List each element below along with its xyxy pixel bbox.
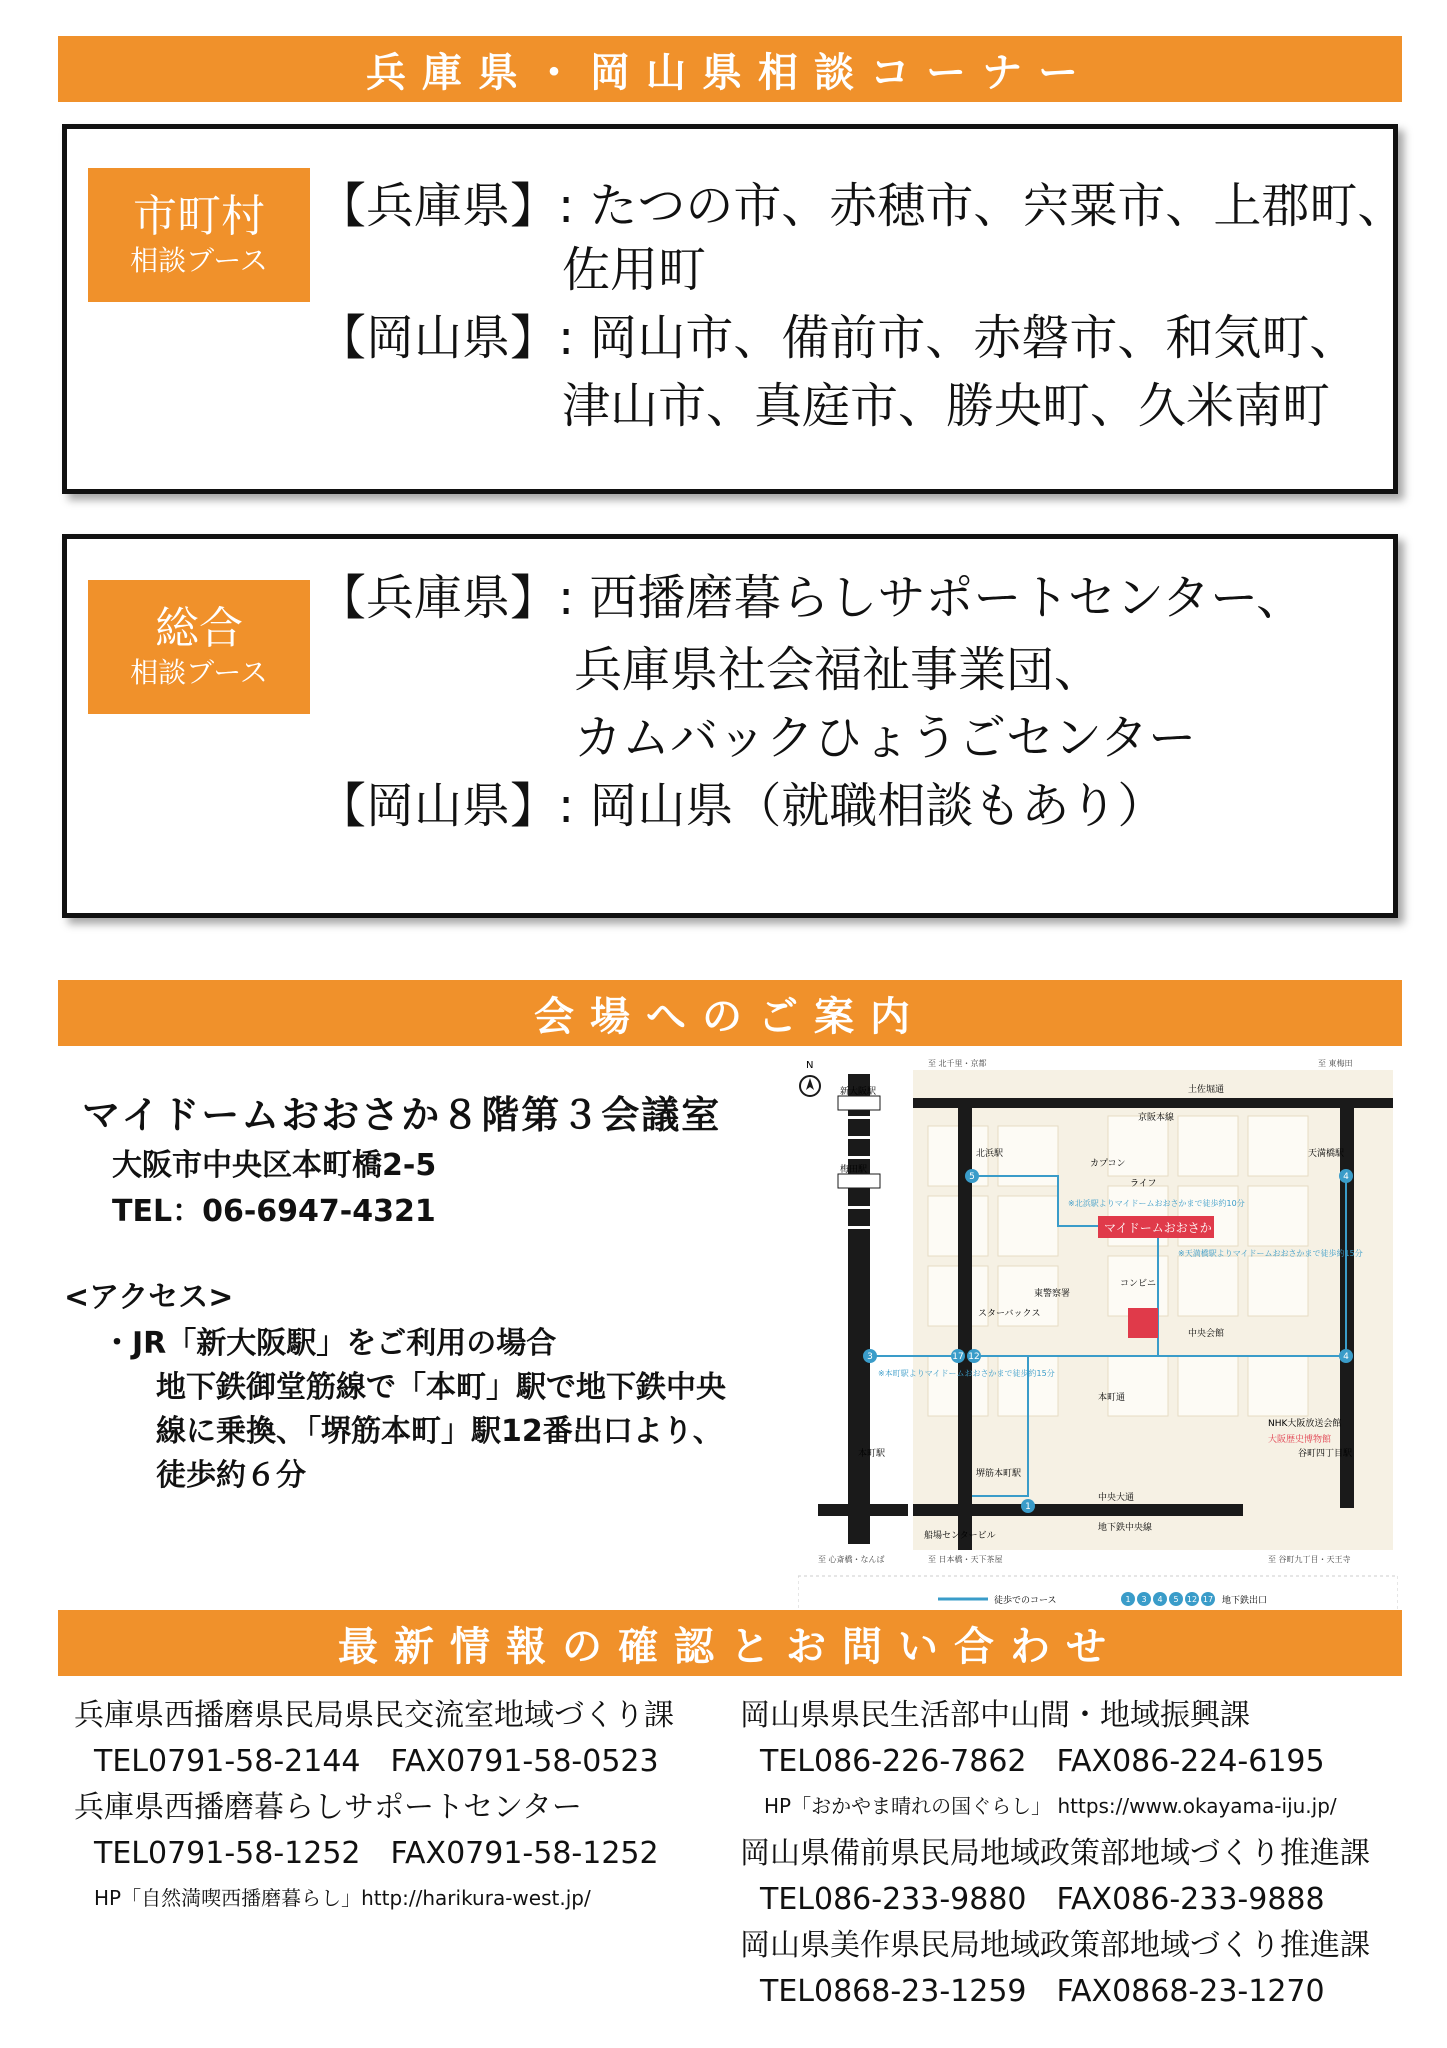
- booth2-line: 【兵庫県】: 西播磨暮らしサポートセンター、: [318, 570, 1305, 626]
- svg-text:3: 3: [1141, 1595, 1147, 1604]
- contact-line: HP「おかやま晴れの国ぐらし」 https://www.okayama-iju.jp/: [764, 1794, 1337, 1818]
- svg-text:12: 12: [968, 1352, 980, 1362]
- landmark-konbini: コンビニ: [1120, 1279, 1157, 1289]
- svg-text:5: 5: [1173, 1595, 1179, 1604]
- booth-municipal-label: [88, 168, 310, 302]
- access-line: 地下鉄御堂筋線で「本町」駅で地下鉄中央: [156, 1370, 726, 1405]
- booth2-line: 【岡山県】: 岡山県（就職相談もあり）: [318, 778, 1166, 834]
- booth2-line: 兵庫県社会福祉事業団、: [574, 642, 1103, 698]
- landmark-hall: 中央会館: [1188, 1329, 1225, 1339]
- dir-top-right: 至 東梅田: [1318, 1059, 1353, 1068]
- keihan-line-bar: [913, 1098, 1393, 1108]
- booth1-line: 佐用町: [562, 242, 707, 298]
- booth2-line: カムバックひょうごセンター: [574, 710, 1197, 766]
- booth1-line: 【岡山県】: 岡山市、備前市、赤磐市、和気町、: [318, 310, 1358, 366]
- svg-text:4: 4: [1157, 1595, 1163, 1604]
- dir-top-left: 至 北千里・京都: [928, 1059, 987, 1068]
- venue-map: [798, 1056, 1398, 1624]
- road-chuo-line: 地下鉄中央線: [1098, 1523, 1153, 1533]
- contact-line: HP「自然満喫西播磨暮らし」http://harikura-west.jp/: [94, 1886, 591, 1910]
- svg-text:1: 1: [1125, 1595, 1131, 1604]
- booth-label-big: 総合: [155, 603, 243, 654]
- landmark-life: ライフ: [1130, 1179, 1157, 1189]
- contact-line: TEL0868-23-1259 FAX0868-23-1270: [760, 1974, 1325, 2009]
- svg-text:5: 5: [969, 1172, 975, 1182]
- svg-text:17: 17: [952, 1352, 964, 1362]
- booth-label-small: 相談ブース: [130, 244, 268, 277]
- station-shin-osaka: 新大阪駅: [840, 1087, 877, 1097]
- venue-map-label: マイドームおおさか: [1104, 1221, 1212, 1235]
- contact-line: 岡山県美作県民局地域政策部地域づくり推進課: [740, 1928, 1370, 1963]
- dir-bottom-left: 至 心斎橋・なんば: [818, 1555, 885, 1564]
- venue-tel: TEL：06-6947-4321: [112, 1194, 436, 1229]
- access-bullet: ・JR「新大阪駅」をご利用の場合: [102, 1326, 557, 1361]
- svg-text:1: 1: [1025, 1502, 1031, 1512]
- legend-walk: 徒歩でのコース: [994, 1596, 1057, 1606]
- access-line: 徒歩約６分: [156, 1458, 306, 1493]
- booth-general-label: [88, 580, 310, 714]
- svg-text:4: 4: [1343, 1352, 1349, 1362]
- venue-building: [1128, 1308, 1158, 1338]
- landmark-starbucks: スターバックス: [978, 1309, 1041, 1319]
- svg-text:4: 4: [1343, 1172, 1349, 1182]
- access-line: 線に乗換、「堺筋本町」駅12番出口より、: [156, 1414, 723, 1449]
- contact-line: TEL0791-58-2144 FAX0791-58-0523: [94, 1744, 659, 1779]
- access-heading: <アクセス>: [64, 1280, 234, 1315]
- contact-line: 兵庫県西播磨暮らしサポートセンター: [74, 1790, 582, 1825]
- booth-label-big: 市町村: [133, 191, 265, 242]
- road-chuo: 中央大通: [1098, 1493, 1135, 1503]
- walk-note: ※北浜駅よりマイドームおおさかまで徒歩約10分: [1068, 1199, 1245, 1208]
- road-tosabori: 土佐堀通: [1188, 1085, 1225, 1095]
- booth1-line: 津山市、真庭市、勝央町、久米南町: [562, 378, 1331, 434]
- booth-label-small: 相談ブース: [130, 656, 268, 689]
- station-sakaisuji: 堺筋本町駅: [976, 1469, 1022, 1479]
- venue-address: 大阪市中央区本町橋2-5: [112, 1148, 437, 1183]
- landmark-tohoku: 東警察署: [1034, 1289, 1071, 1299]
- dir-bottom-right: 至 谷町九丁目・天王寺: [1268, 1555, 1351, 1564]
- venue-name: マイドームおおさか８階第３会議室: [82, 1093, 722, 1137]
- dir-bottom-mid: 至 日本橋・天下茶屋: [928, 1555, 1003, 1564]
- contact-line: TEL0791-58-1252 FAX0791-58-1252: [94, 1836, 659, 1871]
- landmark-nhk: NHK大阪放送会館: [1268, 1419, 1342, 1429]
- road-keihan: 京阪本線: [1138, 1113, 1175, 1123]
- landmark-capcom: カプコン: [1090, 1159, 1126, 1169]
- north-label: N: [806, 1060, 814, 1071]
- station-tanimachi4: 谷町四丁目駅: [1298, 1449, 1353, 1459]
- svg-text:3: 3: [867, 1352, 873, 1362]
- station-umeda: 梅田駅: [840, 1165, 868, 1175]
- station-kitahama: 北浜駅: [976, 1149, 1004, 1159]
- venue-banner: 会場へのご案内: [58, 980, 1402, 1046]
- contact-line: 岡山県備前県民局地域政策部地域づくり推進課: [740, 1836, 1370, 1871]
- station-temmabashi: 天満橋駅: [1308, 1149, 1345, 1159]
- contact-banner: 最新情報の確認とお問い合わせ: [58, 1610, 1402, 1676]
- walk-note: ※本町駅よりマイドームおおさかまで徒歩約15分: [878, 1369, 1055, 1378]
- contact-line: 岡山県県民生活部中山間・地域振興課: [740, 1698, 1250, 1733]
- chuo-line-bar: [913, 1504, 1243, 1516]
- contact-line: TEL086-226-7862 FAX086-224-6195: [760, 1744, 1325, 1779]
- road-honmachi: 本町通: [1098, 1393, 1126, 1403]
- walk-note: ※天満橋駅よりマイドームおおさかまで徒歩約15分: [1178, 1249, 1363, 1258]
- legend-exit-label: 地下鉄出口: [1222, 1596, 1268, 1606]
- svg-text:12: 12: [1186, 1595, 1198, 1604]
- contact-line: 兵庫県西播磨県民局県民交流室地域づくり課: [74, 1698, 674, 1733]
- landmark-museum: 大阪歴史博物館: [1268, 1435, 1332, 1445]
- landmark-funaba: 船場センタービル: [924, 1531, 996, 1541]
- booth1-line: 【兵庫県】: たつの市、赤穂市、宍粟市、上郡町、: [318, 178, 1406, 234]
- svg-text:17: 17: [1202, 1595, 1214, 1604]
- contact-line: TEL086-233-9880 FAX086-233-9888: [760, 1882, 1325, 1917]
- station-honmachi: 本町駅: [858, 1449, 886, 1459]
- consult-banner: 兵庫県・岡山県相談コーナー: [58, 36, 1402, 102]
